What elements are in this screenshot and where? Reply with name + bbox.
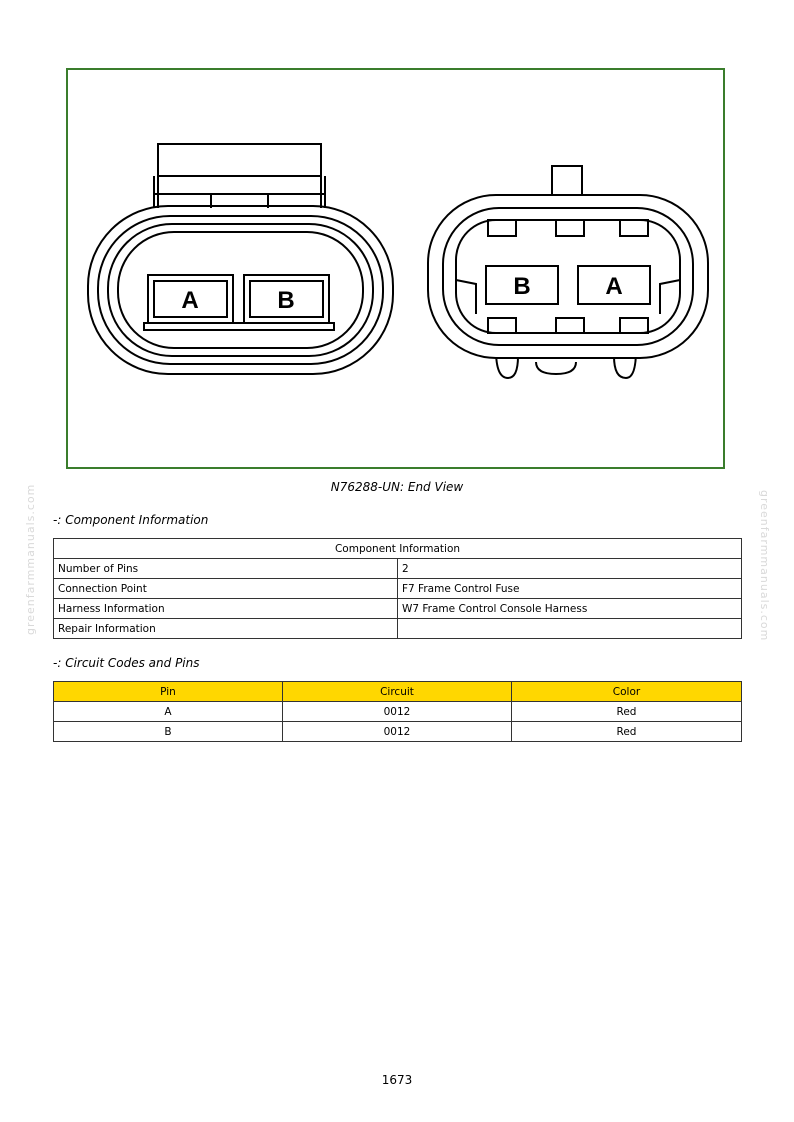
row-label: Repair Information — [54, 619, 398, 639]
left-pin-b-label: B — [277, 287, 295, 314]
watermark-left: greenfarmmanuals.com — [24, 483, 37, 635]
table-row — [54, 579, 742, 599]
table-header-row — [54, 682, 742, 702]
right-pin-b-label: B — [513, 273, 531, 300]
table-row — [54, 559, 742, 579]
connector-end-view-drawing — [68, 70, 723, 467]
header-pin: Pin — [54, 682, 283, 702]
right-connector — [428, 166, 708, 378]
left-pin-a-label: A — [181, 287, 199, 314]
row-label: Connection Point — [54, 579, 398, 599]
cell-circuit: 0012 — [283, 702, 512, 722]
row-label: Harness Information — [54, 599, 398, 619]
component-info-table — [53, 538, 742, 639]
cell-color: Red — [512, 722, 742, 742]
row-value: W7 Frame Control Console Harness — [398, 599, 742, 619]
component-info-table-title: Component Information — [54, 539, 742, 559]
table-title-row — [54, 539, 742, 559]
table-row — [54, 619, 742, 639]
header-circuit: Circuit — [283, 682, 512, 702]
header-color: Color — [512, 682, 742, 702]
table-row — [54, 722, 742, 742]
right-pin-a-label: A — [605, 273, 623, 300]
cell-color: Red — [512, 702, 742, 722]
connector-figure — [66, 68, 725, 469]
circuit-codes-table — [53, 681, 742, 742]
cell-circuit: 0012 — [283, 722, 512, 742]
table-row — [54, 702, 742, 722]
table-row — [54, 599, 742, 619]
cell-pin: B — [54, 722, 283, 742]
figure-caption: N76288-UN: End View — [330, 480, 464, 494]
left-connector — [88, 144, 393, 374]
watermark-right: greenfarmmanuals.com — [758, 490, 771, 642]
component-info-heading: -: Component Information — [53, 513, 209, 527]
row-value: 2 — [398, 559, 742, 579]
cell-pin: A — [54, 702, 283, 722]
row-label: Number of Pins — [54, 559, 398, 579]
row-value — [398, 619, 742, 639]
row-value: F7 Frame Control Fuse — [398, 579, 742, 599]
circuit-codes-heading: -: Circuit Codes and Pins — [53, 656, 200, 670]
page-number: 1673 — [381, 1073, 413, 1087]
